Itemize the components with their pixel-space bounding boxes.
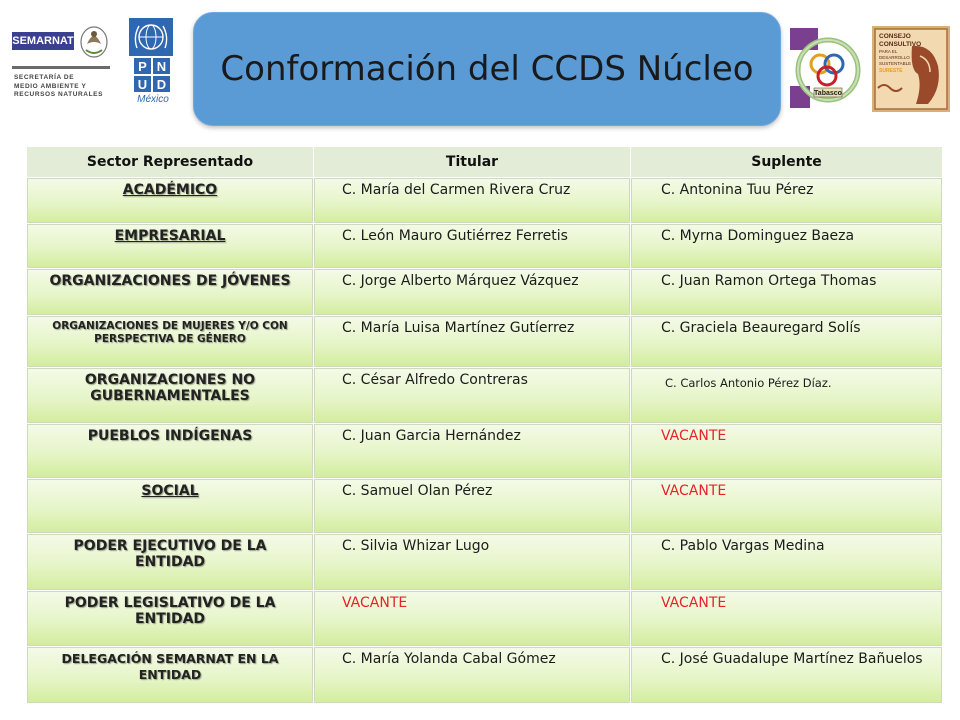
sector-label: PODER EJECUTIVO DE LA ENTIDAD: [73, 538, 267, 570]
titular-cell: C. Silvia Whizar Lugo: [314, 534, 631, 591]
sector-cell: [27, 269, 314, 316]
table-row: [27, 423, 943, 479]
titular-cell: C. María Luisa Martínez Gutíerrez: [314, 315, 631, 368]
sector-cell: [27, 479, 314, 534]
titular-cell: C. Samuel Olan Pérez: [314, 479, 631, 534]
sector-cell: [27, 534, 314, 591]
sector-cell: [27, 368, 314, 424]
pnud-letter: P: [134, 58, 151, 74]
title-banner: [193, 12, 781, 126]
table-row: [27, 534, 943, 591]
sector-label: ORGANIZACIONES DE MUJERES Y/O CON PERSPECTIVA DE GÉNERO: [52, 319, 288, 345]
page-title: Conformación del CCDS Núcleo: [220, 49, 754, 89]
pnud-letter: U: [134, 76, 151, 92]
titular-cell: C. César Alfredo Contreras: [314, 368, 631, 424]
sector-cell: [27, 178, 314, 224]
consejo-line: SURESTE: [879, 68, 903, 74]
table-row: [27, 590, 943, 647]
sector-label: PODER LEGISLATIVO DE LA ENTIDAD: [64, 594, 276, 627]
titular-cell: C. Jorge Alberto Márquez Vázquez: [314, 269, 631, 316]
tabasco-circles-logo: [788, 26, 864, 110]
pnud-letters: [134, 58, 170, 92]
un-globe-icon: [129, 18, 173, 56]
suplente-cell: C. José Guadalupe Martínez Bañuelos: [631, 647, 943, 704]
titular-cell: C. León Mauro Gutiérrez Ferretis: [314, 223, 631, 269]
table-row: [27, 269, 943, 316]
pnud-logo: [128, 18, 178, 108]
sector-cell: [27, 423, 314, 479]
pnud-letter: N: [153, 58, 170, 74]
semarnat-wordmark: SEMARNAT: [12, 32, 74, 50]
consejo-line: SUSTENTABLE: [879, 61, 912, 66]
titular-cell: C. Juan Garcia Hernández: [314, 423, 631, 479]
column-header-suplente: Suplente: [631, 147, 943, 178]
suplente-cell: C. Myrna Dominguez Baeza: [631, 223, 943, 269]
tabasco-label: Tabasco: [814, 90, 842, 97]
titular-cell: VACANTE: [314, 590, 631, 647]
mexican-eagle-icon: [78, 20, 110, 60]
consejo-consultivo-logo: [872, 26, 950, 112]
ccds-members-table: [26, 146, 943, 704]
suplente-cell: VACANTE: [631, 479, 943, 534]
table-row: [27, 223, 943, 269]
sector-cell: [27, 590, 314, 647]
titular-cell: C. María del Carmen Rivera Cruz: [314, 178, 631, 224]
sector-label: EMPRESARIAL: [114, 227, 226, 244]
semarnat-logo: [8, 18, 112, 104]
suplente-cell: VACANTE: [631, 423, 943, 479]
consejo-line: CONSEJO: [879, 33, 911, 40]
sector-label: ORGANIZACIONES NO GUBERNAMENTALES: [84, 372, 256, 405]
column-header-titular: Titular: [314, 147, 631, 178]
suplente-cell: C. Pablo Vargas Medina: [631, 534, 943, 591]
suplente-cell: C. Graciela Beauregard Solís: [631, 315, 943, 368]
sector-cell: [27, 223, 314, 269]
suplente-cell: C. Antonina Tuu Pérez: [631, 178, 943, 224]
semarnat-subtitle-line: MEDIO AMBIENTE Y: [14, 82, 87, 90]
table-row: [27, 315, 943, 368]
sector-label: PUEBLOS INDÍGENAS: [87, 427, 253, 444]
table-header-row: [27, 147, 943, 178]
table-row: [27, 368, 943, 424]
suplente-cell: VACANTE: [631, 590, 943, 647]
suplente-cell: C. Juan Ramon Ortega Thomas: [631, 269, 943, 316]
sector-cell: [27, 647, 314, 704]
sector-label: ORGANIZACIONES DE JÓVENES: [49, 273, 291, 290]
table-row: [27, 479, 943, 534]
table-row: [27, 647, 943, 704]
titular-cell: C. María Yolanda Cabal Gómez: [314, 647, 631, 704]
pnud-letter: D: [153, 76, 170, 92]
consejo-line: PARA EL: [879, 49, 898, 54]
sector-label: SOCIAL: [141, 483, 199, 500]
semarnat-divider: [12, 66, 110, 69]
consejo-line: CONSULTIVO: [879, 41, 922, 48]
pnud-country: México: [137, 94, 169, 105]
column-header-sector: Sector Representado: [27, 147, 314, 178]
sector-cell: [27, 315, 314, 368]
semarnat-subtitle-line: RECURSOS NATURALES: [14, 91, 104, 98]
semarnat-subtitle-line: SECRETARÍA DE: [14, 74, 75, 81]
sector-label: ACADÉMICO: [122, 182, 218, 198]
suplente-cell: C. Carlos Antonio Pérez Díaz.: [631, 368, 943, 424]
consejo-line: DESARROLLO: [879, 55, 910, 60]
semarnat-subtitle: [14, 74, 114, 100]
sector-label: DELEGACIÓN SEMARNAT EN LA ENTIDAD: [61, 651, 279, 683]
table-row: [27, 178, 943, 224]
